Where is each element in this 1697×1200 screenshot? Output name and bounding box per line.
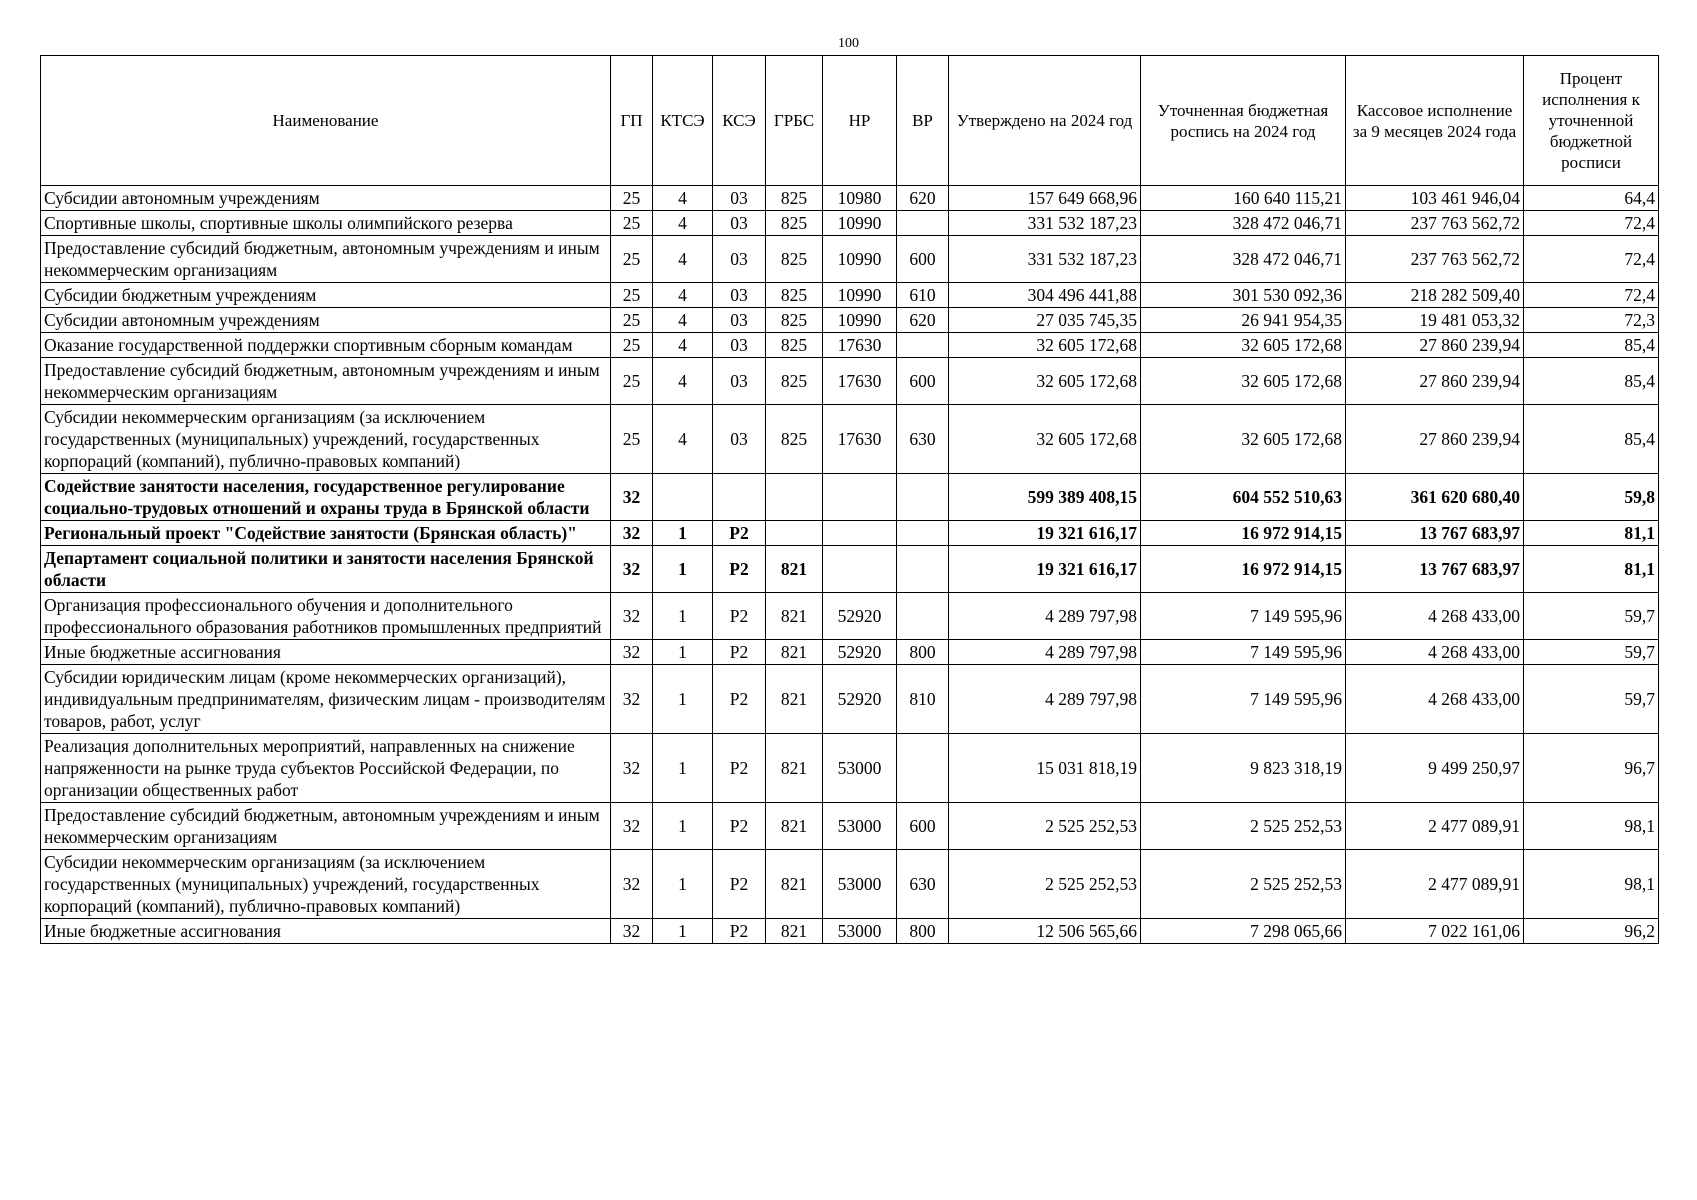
header-refined: Уточненная бюджетная роспись на 2024 год — [1141, 56, 1346, 186]
page-number: 100 — [838, 36, 859, 51]
cell-kse: Р2 — [713, 546, 766, 593]
cell-vr: 620 — [897, 186, 949, 211]
cell-vr: 610 — [897, 283, 949, 308]
cell-grbs: 821 — [766, 665, 823, 734]
cell-refined: 32 605 172,68 — [1141, 358, 1346, 405]
cell-kse: 03 — [713, 405, 766, 474]
cell-refined: 26 941 954,35 — [1141, 308, 1346, 333]
cell-gp: 25 — [611, 358, 653, 405]
cell-gp: 32 — [611, 919, 653, 944]
cell-gp: 25 — [611, 236, 653, 283]
cell-percent: 98,1 — [1524, 850, 1659, 919]
cell-approved: 599 389 408,15 — [949, 474, 1141, 521]
cell-grbs: 821 — [766, 640, 823, 665]
cell-grbs: 825 — [766, 211, 823, 236]
cell-vr — [897, 211, 949, 236]
header-nr: НР — [823, 56, 897, 186]
cell-ktse: 4 — [653, 186, 713, 211]
cell-kse: Р2 — [713, 593, 766, 640]
table-row — [41, 803, 1659, 850]
table-row — [41, 665, 1659, 734]
cell-kse: 03 — [713, 211, 766, 236]
cell-name: Спортивные школы, спортивные школы олимпийского резерва — [41, 211, 611, 236]
cell-nr: 10980 — [823, 186, 897, 211]
table-row — [41, 734, 1659, 803]
cell-refined: 32 605 172,68 — [1141, 405, 1346, 474]
cell-percent: 81,1 — [1524, 546, 1659, 593]
cell-gp: 25 — [611, 405, 653, 474]
cell-name: Содействие занятости населения, государственное регулирование социально-трудовых отношений и охраны труда в Брянской области — [41, 474, 611, 521]
cell-gp: 32 — [611, 734, 653, 803]
cell-name: Субсидии некоммерческим организациям (за исключением государственных (муниципальных) учреждений, государственных корпораций (компаний), публично-правовых компаний) — [41, 850, 611, 919]
cell-gp: 32 — [611, 640, 653, 665]
cell-nr — [823, 546, 897, 593]
cell-ktse: 1 — [653, 919, 713, 944]
cell-grbs: 825 — [766, 333, 823, 358]
cell-percent: 85,4 — [1524, 333, 1659, 358]
cell-cash: 237 763 562,72 — [1346, 211, 1524, 236]
cell-percent: 72,4 — [1524, 236, 1659, 283]
cell-percent: 85,4 — [1524, 405, 1659, 474]
cell-name: Субсидии автономным учреждениям — [41, 308, 611, 333]
cell-name: Иные бюджетные ассигнования — [41, 919, 611, 944]
cell-refined: 2 525 252,53 — [1141, 850, 1346, 919]
cell-approved: 32 605 172,68 — [949, 405, 1141, 474]
cell-percent: 59,7 — [1524, 593, 1659, 640]
table-row — [41, 211, 1659, 236]
table-body — [41, 186, 1659, 944]
cell-cash: 7 022 161,06 — [1346, 919, 1524, 944]
cell-percent: 72,4 — [1524, 211, 1659, 236]
cell-percent: 72,3 — [1524, 308, 1659, 333]
header-kse: КСЭ — [713, 56, 766, 186]
cell-percent: 64,4 — [1524, 186, 1659, 211]
cell-grbs: 825 — [766, 405, 823, 474]
cell-refined: 2 525 252,53 — [1141, 803, 1346, 850]
cell-cash: 27 860 239,94 — [1346, 333, 1524, 358]
header-percent: Процент исполнения к уточненной бюджетной росписи — [1524, 56, 1659, 186]
cell-nr: 17630 — [823, 358, 897, 405]
cell-refined: 604 552 510,63 — [1141, 474, 1346, 521]
cell-gp: 32 — [611, 521, 653, 546]
cell-refined: 328 472 046,71 — [1141, 236, 1346, 283]
header-approved: Утверждено на 2024 год — [949, 56, 1141, 186]
cell-kse: Р2 — [713, 919, 766, 944]
cell-nr: 10990 — [823, 211, 897, 236]
cell-kse: Р2 — [713, 665, 766, 734]
cell-refined: 32 605 172,68 — [1141, 333, 1346, 358]
cell-nr: 53000 — [823, 850, 897, 919]
cell-vr: 600 — [897, 358, 949, 405]
cell-name: Оказание государственной поддержки спортивным сборным командам — [41, 333, 611, 358]
cell-approved: 19 321 616,17 — [949, 521, 1141, 546]
cell-gp: 32 — [611, 546, 653, 593]
cell-ktse: 1 — [653, 640, 713, 665]
cell-cash: 4 268 433,00 — [1346, 640, 1524, 665]
cell-approved: 4 289 797,98 — [949, 665, 1141, 734]
cell-gp: 32 — [611, 803, 653, 850]
cell-gp: 32 — [611, 593, 653, 640]
cell-vr — [897, 734, 949, 803]
cell-ktse: 1 — [653, 521, 713, 546]
cell-name: Реализация дополнительных мероприятий, направленных на снижение напряженности на рынке труда субъектов Российской Федерации, по организации общественных работ — [41, 734, 611, 803]
cell-refined: 16 972 914,15 — [1141, 546, 1346, 593]
cell-refined: 7 149 595,96 — [1141, 593, 1346, 640]
cell-kse: 03 — [713, 236, 766, 283]
cell-grbs: 821 — [766, 593, 823, 640]
cell-percent: 59,7 — [1524, 640, 1659, 665]
cell-cash: 13 767 683,97 — [1346, 521, 1524, 546]
cell-percent: 85,4 — [1524, 358, 1659, 405]
cell-approved: 2 525 252,53 — [949, 850, 1141, 919]
cell-grbs — [766, 474, 823, 521]
cell-approved: 27 035 745,35 — [949, 308, 1141, 333]
header-ktse: КТСЭ — [653, 56, 713, 186]
cell-gp: 25 — [611, 186, 653, 211]
table-row — [41, 640, 1659, 665]
cell-kse: 03 — [713, 186, 766, 211]
cell-grbs — [766, 521, 823, 546]
cell-cash: 218 282 509,40 — [1346, 283, 1524, 308]
cell-nr: 10990 — [823, 308, 897, 333]
cell-approved: 12 506 565,66 — [949, 919, 1141, 944]
cell-cash: 103 461 946,04 — [1346, 186, 1524, 211]
cell-name: Субсидии бюджетным учреждениям — [41, 283, 611, 308]
cell-grbs: 821 — [766, 803, 823, 850]
cell-vr — [897, 593, 949, 640]
cell-kse — [713, 474, 766, 521]
cell-refined: 7 149 595,96 — [1141, 665, 1346, 734]
cell-cash: 27 860 239,94 — [1346, 405, 1524, 474]
cell-gp: 25 — [611, 308, 653, 333]
cell-kse: 03 — [713, 333, 766, 358]
cell-name: Субсидии автономным учреждениям — [41, 186, 611, 211]
cell-nr: 17630 — [823, 333, 897, 358]
cell-cash: 13 767 683,97 — [1346, 546, 1524, 593]
cell-vr: 800 — [897, 919, 949, 944]
cell-refined: 7 298 065,66 — [1141, 919, 1346, 944]
cell-approved: 2 525 252,53 — [949, 803, 1141, 850]
cell-name: Организация профессионального обучения и дополнительного профессионального образования работников промышленных предприятий — [41, 593, 611, 640]
cell-percent: 59,7 — [1524, 665, 1659, 734]
cell-nr — [823, 521, 897, 546]
cell-cash: 19 481 053,32 — [1346, 308, 1524, 333]
cell-kse: 03 — [713, 308, 766, 333]
header-cash: Кассовое исполнение за 9 месяцев 2024 года — [1346, 56, 1524, 186]
table-row — [41, 593, 1659, 640]
cell-approved: 19 321 616,17 — [949, 546, 1141, 593]
cell-approved: 304 496 441,88 — [949, 283, 1141, 308]
cell-vr: 630 — [897, 405, 949, 474]
cell-kse: Р2 — [713, 803, 766, 850]
cell-refined: 160 640 115,21 — [1141, 186, 1346, 211]
cell-percent: 98,1 — [1524, 803, 1659, 850]
cell-kse: Р2 — [713, 640, 766, 665]
cell-refined: 328 472 046,71 — [1141, 211, 1346, 236]
cell-percent: 72,4 — [1524, 283, 1659, 308]
cell-gp: 25 — [611, 333, 653, 358]
cell-refined: 9 823 318,19 — [1141, 734, 1346, 803]
cell-ktse — [653, 474, 713, 521]
cell-ktse: 4 — [653, 283, 713, 308]
cell-refined: 7 149 595,96 — [1141, 640, 1346, 665]
cell-ktse: 4 — [653, 308, 713, 333]
table-row — [41, 546, 1659, 593]
cell-cash: 2 477 089,91 — [1346, 803, 1524, 850]
cell-vr — [897, 521, 949, 546]
cell-cash: 4 268 433,00 — [1346, 665, 1524, 734]
cell-nr: 53000 — [823, 803, 897, 850]
cell-name: Предоставление субсидий бюджетным, автономным учреждениям и иным некоммерческим организациям — [41, 236, 611, 283]
cell-approved: 331 532 187,23 — [949, 211, 1141, 236]
cell-approved: 4 289 797,98 — [949, 640, 1141, 665]
cell-ktse: 1 — [653, 665, 713, 734]
cell-name: Региональный проект "Содействие занятости (Брянская область)" — [41, 521, 611, 546]
cell-vr: 800 — [897, 640, 949, 665]
cell-nr: 53000 — [823, 919, 897, 944]
cell-cash: 27 860 239,94 — [1346, 358, 1524, 405]
cell-approved: 32 605 172,68 — [949, 333, 1141, 358]
cell-gp: 25 — [611, 283, 653, 308]
cell-name: Иные бюджетные ассигнования — [41, 640, 611, 665]
cell-nr: 52920 — [823, 640, 897, 665]
cell-gp: 32 — [611, 850, 653, 919]
cell-gp: 25 — [611, 211, 653, 236]
cell-gp: 32 — [611, 665, 653, 734]
cell-name: Предоставление субсидий бюджетным, автономным учреждениям и иным некоммерческим организациям — [41, 358, 611, 405]
cell-cash: 2 477 089,91 — [1346, 850, 1524, 919]
cell-refined: 16 972 914,15 — [1141, 521, 1346, 546]
cell-percent: 96,2 — [1524, 919, 1659, 944]
cell-name: Департамент социальной политики и занятости населения Брянской области — [41, 546, 611, 593]
cell-approved: 157 649 668,96 — [949, 186, 1141, 211]
cell-nr: 52920 — [823, 593, 897, 640]
cell-refined: 301 530 092,36 — [1141, 283, 1346, 308]
cell-percent: 81,1 — [1524, 521, 1659, 546]
cell-grbs: 821 — [766, 919, 823, 944]
cell-nr: 52920 — [823, 665, 897, 734]
cell-cash: 361 620 680,40 — [1346, 474, 1524, 521]
header-vr: ВР — [897, 56, 949, 186]
cell-ktse: 4 — [653, 333, 713, 358]
cell-nr: 17630 — [823, 405, 897, 474]
cell-gp: 32 — [611, 474, 653, 521]
table-row — [41, 358, 1659, 405]
table-row — [41, 405, 1659, 474]
cell-kse: 03 — [713, 358, 766, 405]
header-row — [41, 56, 1659, 186]
table-row — [41, 236, 1659, 283]
cell-vr — [897, 546, 949, 593]
table-row — [41, 521, 1659, 546]
cell-grbs: 825 — [766, 283, 823, 308]
cell-percent: 59,8 — [1524, 474, 1659, 521]
cell-name: Предоставление субсидий бюджетным, автономным учреждениям и иным некоммерческим организациям — [41, 803, 611, 850]
header-grbs: ГРБС — [766, 56, 823, 186]
cell-approved: 32 605 172,68 — [949, 358, 1141, 405]
cell-ktse: 4 — [653, 236, 713, 283]
cell-grbs: 821 — [766, 734, 823, 803]
cell-approved: 4 289 797,98 — [949, 593, 1141, 640]
table-row — [41, 283, 1659, 308]
cell-nr: 10990 — [823, 236, 897, 283]
table-row — [41, 308, 1659, 333]
cell-grbs: 825 — [766, 186, 823, 211]
cell-vr — [897, 474, 949, 521]
cell-kse: Р2 — [713, 734, 766, 803]
cell-ktse: 4 — [653, 211, 713, 236]
table-row — [41, 919, 1659, 944]
cell-ktse: 1 — [653, 734, 713, 803]
cell-kse: Р2 — [713, 850, 766, 919]
cell-grbs: 825 — [766, 308, 823, 333]
cell-approved: 15 031 818,19 — [949, 734, 1141, 803]
cell-vr: 630 — [897, 850, 949, 919]
cell-ktse: 1 — [653, 593, 713, 640]
cell-grbs: 821 — [766, 850, 823, 919]
table-row — [41, 333, 1659, 358]
cell-ktse: 1 — [653, 803, 713, 850]
cell-percent: 96,7 — [1524, 734, 1659, 803]
cell-vr — [897, 333, 949, 358]
cell-kse: Р2 — [713, 521, 766, 546]
table-row — [41, 474, 1659, 521]
header-gp: ГП — [611, 56, 653, 186]
cell-approved: 331 532 187,23 — [949, 236, 1141, 283]
cell-nr: 10990 — [823, 283, 897, 308]
table-row — [41, 850, 1659, 919]
cell-nr — [823, 474, 897, 521]
cell-grbs: 821 — [766, 546, 823, 593]
cell-cash: 4 268 433,00 — [1346, 593, 1524, 640]
cell-name: Субсидии юридическим лицам (кроме некоммерческих организаций), индивидуальным предпринимателям, физическим лицам - производителям товаров, работ, услуг — [41, 665, 611, 734]
cell-vr: 810 — [897, 665, 949, 734]
cell-ktse: 4 — [653, 358, 713, 405]
cell-cash: 9 499 250,97 — [1346, 734, 1524, 803]
cell-cash: 237 763 562,72 — [1346, 236, 1524, 283]
cell-nr: 53000 — [823, 734, 897, 803]
budget-table — [40, 55, 1659, 944]
table-row — [41, 186, 1659, 211]
cell-vr: 600 — [897, 803, 949, 850]
cell-ktse: 1 — [653, 546, 713, 593]
header-name: Наименование — [41, 56, 611, 186]
cell-grbs: 825 — [766, 236, 823, 283]
cell-kse: 03 — [713, 283, 766, 308]
cell-vr: 620 — [897, 308, 949, 333]
cell-grbs: 825 — [766, 358, 823, 405]
cell-ktse: 4 — [653, 405, 713, 474]
cell-ktse: 1 — [653, 850, 713, 919]
cell-name: Субсидии некоммерческим организациям (за исключением государственных (муниципальных) учреждений, государственных корпораций (компаний), публично-правовых компаний) — [41, 405, 611, 474]
cell-vr: 600 — [897, 236, 949, 283]
